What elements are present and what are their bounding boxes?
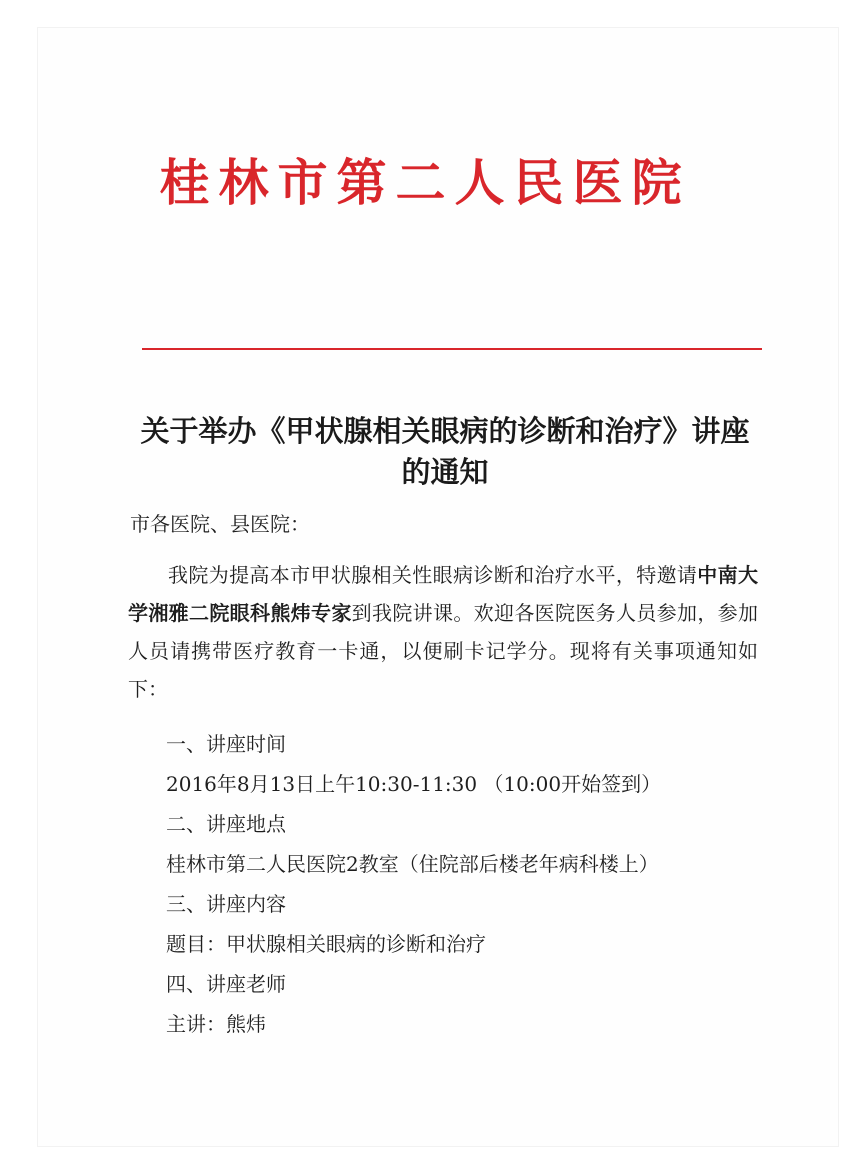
letterhead-organization: 桂林市第二人民医院 <box>159 153 691 212</box>
body-paragraph <box>128 556 758 708</box>
letterhead-red-rule <box>142 348 762 350</box>
section-heading-content: 三、讲座内容 <box>166 892 286 916</box>
section-heading-lecturer: 四、讲座老师 <box>166 972 286 996</box>
body-text-part-2: 到我院讲课。欢迎各医院医务人员参加，参加人员请携带医疗教育一卡通，以便刷卡记学分。现将有关事项通知如下： <box>128 601 759 701</box>
section-heading-time: 一、讲座时间 <box>166 732 286 756</box>
body-text-part-1: 我院为提高本市甲状腺相关性眼病诊断和治疗水平，特邀请 <box>168 563 698 587</box>
notice-title <box>110 411 780 493</box>
section-content-lecturer: 主讲：熊炜 <box>166 1012 266 1036</box>
notice-title-line-2: 的通知 <box>401 455 489 489</box>
section-content-time: 2016年8月13日上午10:30-11:30 （10:00开始签到） <box>166 772 662 796</box>
salutation: 市各医院、县医院： <box>130 512 310 536</box>
section-content-location: 桂林市第二人民医院2教室（住院部后楼老年病科楼上） <box>166 852 659 876</box>
section-heading-location: 二、讲座地点 <box>166 812 286 836</box>
section-content-topic: 题目：甲状腺相关眼病的诊断和治疗 <box>166 932 486 956</box>
invited-expert: 中南大学湘雅二院眼科熊炜专家 <box>128 563 759 625</box>
notice-title-line-1: 关于举办《甲状腺相关眼病的诊断和治疗》讲座 <box>140 414 750 448</box>
